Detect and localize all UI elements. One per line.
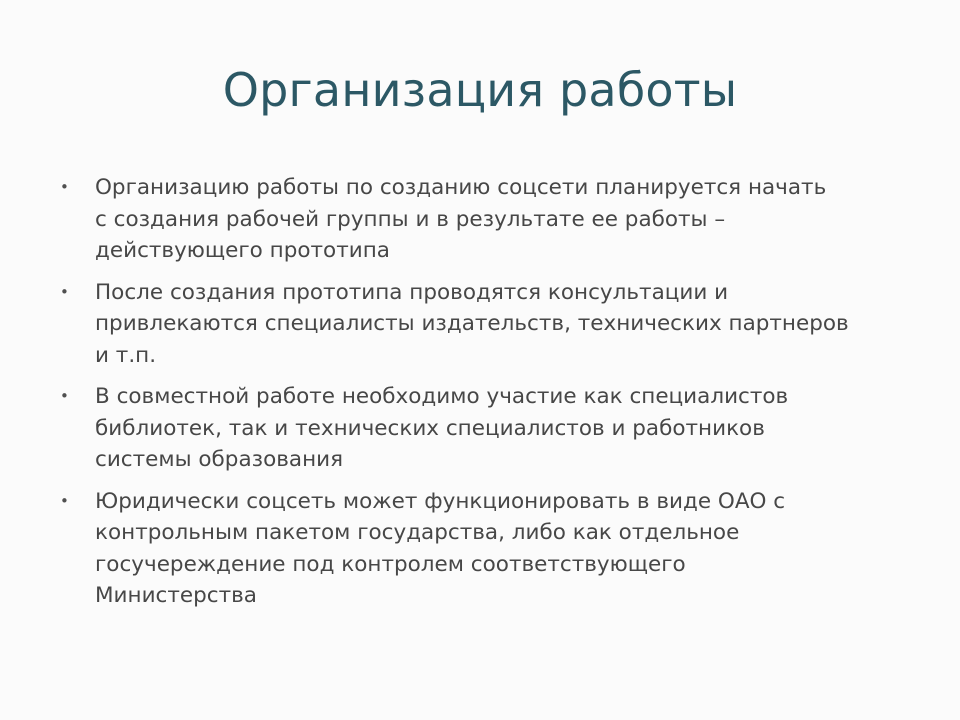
bullet-text-line: контрольным пакетом государства, либо как отдельное bbox=[95, 520, 740, 545]
bullet-item bbox=[60, 381, 920, 476]
bullet-text-line: Юридически соцсеть может функционировать в виде ОАО с bbox=[95, 488, 786, 514]
bullet-list bbox=[60, 172, 920, 622]
bullet-text-line: действующего прототипа bbox=[95, 238, 390, 263]
slide-title: Организация работы bbox=[222, 63, 738, 117]
bullet-text-line: привлекаются специалисты издательств, технических партнеров bbox=[95, 311, 849, 336]
bullet-dot-icon: • bbox=[60, 178, 69, 196]
bullet-item bbox=[60, 172, 920, 267]
bullet-text-line: и т.п. bbox=[95, 342, 157, 368]
bullet-text-line: Министерства bbox=[95, 583, 257, 608]
bullet-text-line: библиотек, так и технических специалистов и работников bbox=[95, 415, 765, 441]
bullet-text-line: После создания прототипа проводятся консультации и bbox=[95, 279, 729, 305]
bullet-text-line: системы образования bbox=[95, 447, 344, 472]
bullet-text-line: с создания рабочей группы и в результате ее работы – bbox=[95, 206, 726, 232]
bullet-dot-icon: • bbox=[60, 491, 69, 510]
bullet-item bbox=[60, 277, 920, 372]
bullet-dot-icon: • bbox=[60, 282, 69, 301]
bullet-item bbox=[60, 486, 920, 612]
bullet-text-line: Организацию работы по созданию соцсети планируется начать bbox=[95, 175, 827, 200]
bullet-text-line: В совместной работе необходимо участие как специалистов bbox=[95, 384, 789, 409]
bullet-text-line: госучереждение под контролем соответствующего bbox=[95, 551, 686, 577]
bullet-dot-icon: • bbox=[60, 387, 69, 405]
